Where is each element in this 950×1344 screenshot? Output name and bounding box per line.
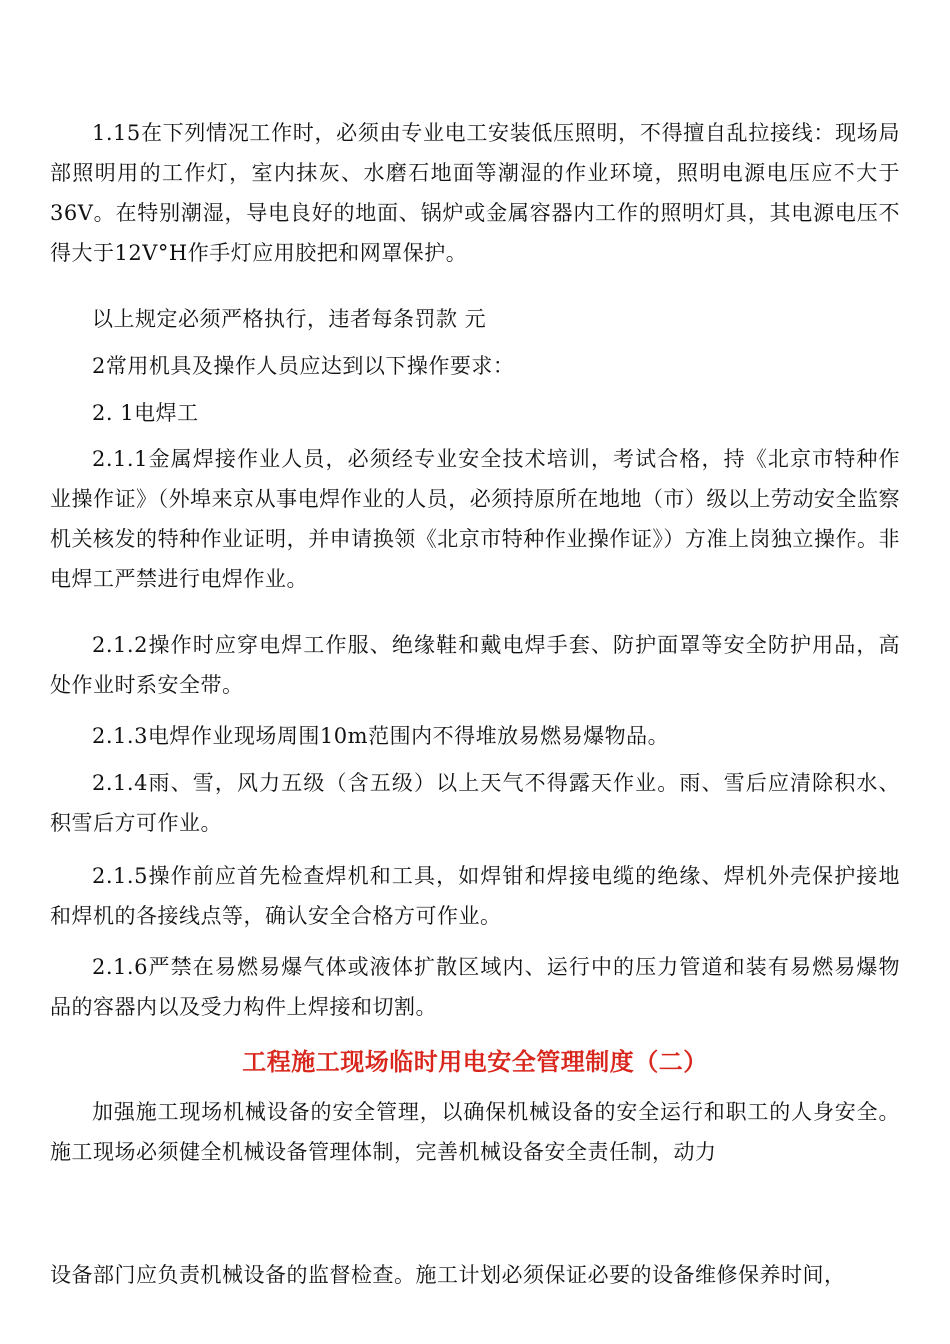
section-heading: 工程施工现场临时用电安全管理制度（二）: [242, 1047, 708, 1076]
paragraph-continuation: 设备部门应负责机械设备的监督检查。施工计划必须保证必要的设备维修保养时间，: [50, 1263, 846, 1287]
paragraph-penalty: 以上规定必须严格执行，违者每条罚款 元: [92, 307, 487, 331]
paragraph-2-1-1: 2.1.1金属焊接作业人员，必须经专业安全技术培训，考试合格，持《北京市特种作业操作证》（外埠来京从事电焊作业的人员，必须持原所在地地（市）级以上劳动安全监察机关核发的特种作业证明，并申请换领《北京市特种作业操作证》）方准上岗独立操作。非电焊工严禁进行电焊作业。: [50, 447, 900, 591]
paragraph-intro: 加强施工现场机械设备的安全管理，以确保机械设备的安全运行和职工的人身安全。施工现场必须健全机械设备管理体制，完善机械设备安全责任制，动力: [50, 1100, 900, 1164]
paragraph-2-1-6: 2.1.6严禁在易燃易爆气体或液体扩散区域内、运行中的压力管道和装有易燃易爆物品的容器内以及受力构件上焊接和切割。: [50, 955, 900, 1019]
paragraph-section-2-1: 2. 1电焊工: [92, 401, 199, 425]
paragraph-section-2: 2常用机具及操作人员应达到以下操作要求：: [92, 354, 515, 378]
paragraph-1-15: 1.15在下列情况工作时，必须由专业电工安装低压照明，不得擅自乱拉接线：现场局部照明用的工作灯，室内抹灰、水磨石地面等潮湿的作业环境，照明电源电压应不大于36V。在特别潮湿，导电良好的地面、锅炉或金属容器内工作的照明灯具，其电源电压不得大于12V°H作手灯应用胶把和网罩保护。: [50, 121, 900, 265]
paragraph-2-1-4: 2.1.4雨、雪，风力五级（含五级）以上天气不得露天作业。雨、雪后应清除积水、积雪后方可作业。: [50, 771, 900, 835]
paragraph-2-1-5: 2.1.5操作前应首先检查焊机和工具，如焊钳和焊接电缆的绝缘、焊机外壳保护接地和焊机的各接线点等，确认安全合格方可作业。: [50, 864, 900, 928]
paragraph-2-1-3: 2.1.3电焊作业现场周围10m范围内不得堆放易燃易爆物品。: [92, 724, 670, 748]
paragraph-2-1-2: 2.1.2操作时应穿电焊工作服、绝缘鞋和戴电焊手套、防护面罩等安全防护用品，高处作业时系安全带。: [50, 633, 900, 697]
